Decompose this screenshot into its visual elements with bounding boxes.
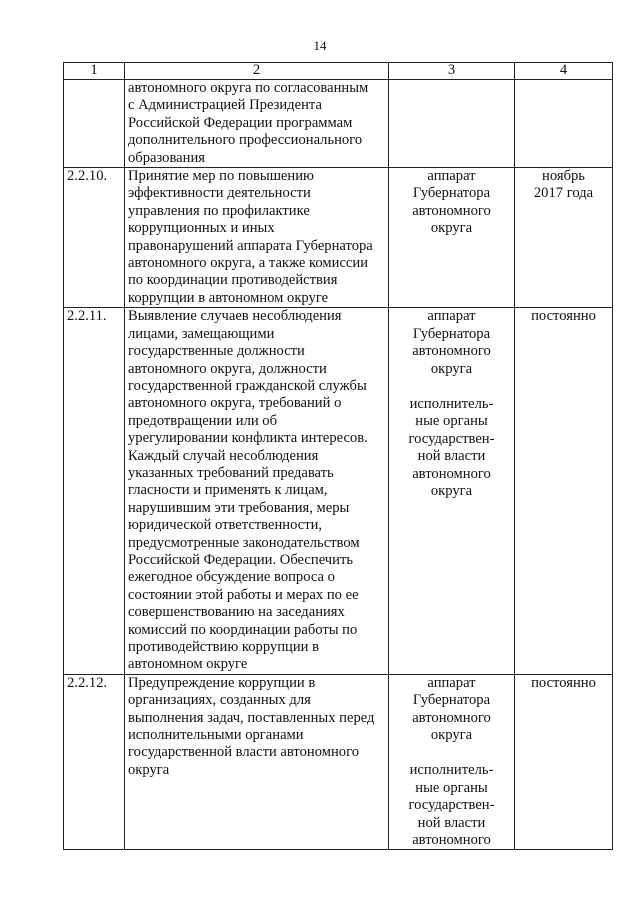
action-line: округа xyxy=(128,761,170,778)
executor-line: автономного xyxy=(412,343,491,360)
action-line: дополнительного профессионального xyxy=(128,132,363,149)
executor-line: исполнитель- xyxy=(409,395,494,412)
executor-line: ные органы xyxy=(415,413,488,430)
term-cell xyxy=(515,168,613,308)
action-cell xyxy=(125,308,389,675)
action-line: государственной гражданской службы xyxy=(128,377,367,394)
action-line: предусмотренные законодательством xyxy=(128,534,360,551)
continuation-row xyxy=(64,80,613,168)
term-line: ноябрь xyxy=(542,168,585,185)
row-number-cell: 2.2.10. xyxy=(64,168,125,308)
action-line: государственные должности xyxy=(128,343,305,360)
action-line: автономного округа, должности xyxy=(128,360,327,377)
action-line: указанных требований предавать xyxy=(128,464,334,481)
executor-line: округа xyxy=(430,727,473,744)
action-line: Принятие мер по повышению xyxy=(128,168,314,185)
action-line: по координации противодействия xyxy=(128,272,338,289)
executor-cell xyxy=(389,80,515,168)
action-line: ежегодное обсуждение вопроса о xyxy=(128,569,335,586)
executor-line: аппарат xyxy=(427,168,476,185)
action-line: автономного округа по согласованным xyxy=(128,80,369,96)
action-cell xyxy=(125,168,389,308)
executor-line: государствен- xyxy=(408,797,495,814)
action-line: Российской Федерации программам xyxy=(128,114,353,131)
executor-line: округа xyxy=(430,482,473,499)
page-number: 14 xyxy=(313,38,327,53)
executor-spacer xyxy=(392,378,511,396)
action-line: образования xyxy=(128,149,205,166)
term-cell xyxy=(515,80,613,168)
action-line: выполнения задач, поставленных перед xyxy=(128,709,375,726)
column-header-4: 4 xyxy=(515,63,613,80)
row-number-cell: 2.2.12. xyxy=(64,674,125,850)
action-cell xyxy=(125,674,389,850)
action-line: правонарушений аппарата Губернатора xyxy=(128,237,373,254)
action-line: организациях, созданных для xyxy=(128,692,311,709)
executor-line: автономного xyxy=(412,202,491,219)
action-line: лицами, замещающими xyxy=(128,325,275,342)
action-line: Российской Федерации. Обеспечить xyxy=(128,551,353,568)
action-line: управления по профилактике xyxy=(128,202,310,219)
executor-line: автономного xyxy=(412,832,491,849)
term-cell xyxy=(515,308,613,675)
executor-line: ные органы xyxy=(415,779,488,796)
action-line: урегулировании конфликта интересов. xyxy=(128,430,368,447)
measures-table xyxy=(63,62,613,850)
action-line: нарушившим эти требования, меры xyxy=(128,499,350,516)
executor-line: округа xyxy=(430,220,473,237)
table-row xyxy=(64,674,613,850)
executor-line: Губернатора xyxy=(412,325,491,342)
executor-line: автономного xyxy=(412,709,491,726)
executor-line: исполнитель- xyxy=(409,762,494,779)
action-line: Каждый случай несоблюдения xyxy=(128,447,319,464)
term-cell xyxy=(515,674,613,850)
executor-cell xyxy=(389,674,515,850)
executor-line: автономного xyxy=(412,465,491,482)
action-line: с Администрацией Президента xyxy=(128,97,322,114)
column-header-3: 3 xyxy=(389,63,515,80)
action-line: гласности и применять к лицам, xyxy=(128,482,328,499)
term-line: постоянно xyxy=(531,674,596,691)
executor-line: ной власти xyxy=(417,448,486,465)
action-line: коррупции в автономном округе xyxy=(128,289,329,306)
executor-spacer xyxy=(392,744,511,762)
column-header-1: 1 xyxy=(64,63,125,80)
table-row xyxy=(64,308,613,675)
column-header-2: 2 xyxy=(125,63,389,80)
action-line: автономном округе xyxy=(128,656,248,673)
executor-line: ной власти xyxy=(417,814,486,831)
action-line: Предупреждение коррупции в xyxy=(128,674,316,691)
executor-line: Губернатора xyxy=(412,185,491,202)
action-line: комиссий по координации работы по xyxy=(128,621,358,638)
action-cell xyxy=(125,80,389,168)
table-body xyxy=(64,80,613,850)
header-row xyxy=(64,63,613,80)
term-line: постоянно xyxy=(531,308,596,325)
action-line: коррупционных и иных xyxy=(128,220,275,237)
row-number-cell: 2.2.11. xyxy=(64,308,125,675)
action-line: совершенствованию на заседаниях xyxy=(128,604,345,621)
action-line: исполнительными органами xyxy=(128,727,304,744)
executor-cell xyxy=(389,168,515,308)
action-line: государственной власти автономного xyxy=(128,744,360,761)
action-line: автономного округа, требований о xyxy=(128,395,342,412)
action-line: состоянии этой работы и мерах по ее xyxy=(128,586,359,603)
action-line: юридической ответственности, xyxy=(128,517,323,534)
table-row xyxy=(64,168,613,308)
action-line: предотвращении или об xyxy=(128,412,278,429)
action-line: автономного округа, а также комиссии xyxy=(128,255,369,272)
executor-cell xyxy=(389,308,515,675)
term-line: 2017 года xyxy=(533,185,594,202)
action-line: противодействию коррупции в xyxy=(128,639,320,655)
executor-line: аппарат xyxy=(427,308,476,325)
executor-line: округа xyxy=(430,360,473,377)
row-number-cell xyxy=(64,80,125,168)
executor-line: государствен- xyxy=(408,430,495,447)
executor-line: Губернатора xyxy=(412,692,491,709)
executor-line: аппарат xyxy=(427,674,476,691)
action-line: эффективности деятельности xyxy=(128,185,311,202)
action-line: Выявление случаев несоблюдения xyxy=(128,308,342,325)
